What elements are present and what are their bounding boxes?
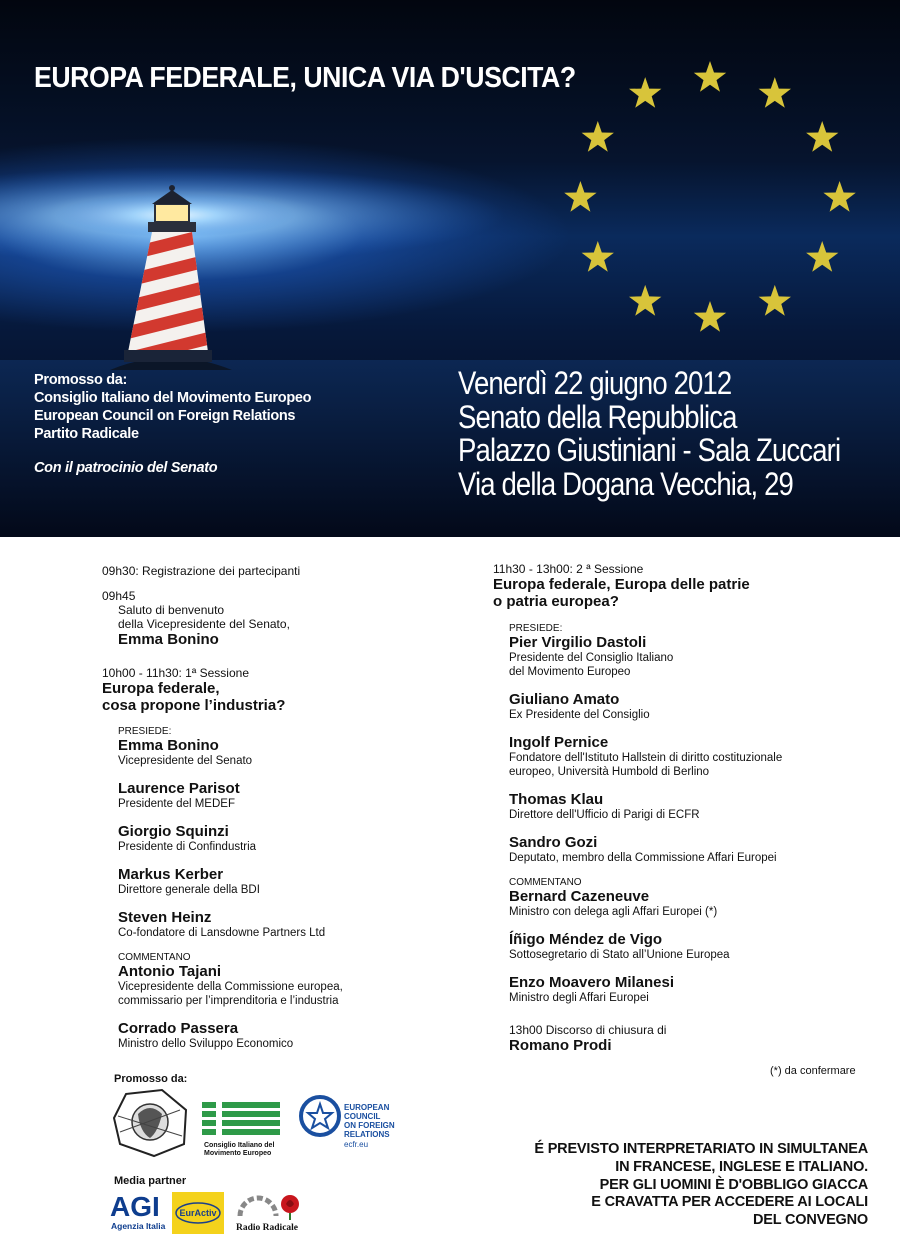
welcome-text: della Vicepresidente del Senato, [118,617,290,631]
promoter-item: European Council on Foreign Relations [34,408,296,424]
event-date: Venerdì 22 giugno 2012 [458,365,732,401]
ecfr-text: RELATIONS [344,1130,390,1139]
notice-line: DEL CONVEGNO [753,1212,868,1229]
speaker-name: Steven Heinz [118,909,212,926]
speaker-role: Vicepresidente della Commissione europea, [118,981,343,993]
ecfr-url: ecfr.eu [344,1140,369,1149]
speaker-role: Ministro con delega agli Affari Europei (*) [509,906,718,918]
media-partner-label: Media partner [114,1175,187,1187]
speaker-entry [509,691,873,722]
speaker-name: Pier Virgilio Dastoli [509,634,647,651]
closing-speaker: Romano Prodi [509,1037,612,1054]
radio-radicale-text: Radio Radicale [236,1223,299,1233]
ecfr-text: COUNCIL [344,1112,381,1121]
session1-time: 10h00 - 11h30: 1ª Sessione [102,666,249,680]
speaker-entry [509,634,873,679]
venue-block [458,367,898,501]
interpretation-notice [498,1141,868,1230]
promoter-logos [110,1088,410,1158]
cime-logo-text: Consiglio Italiano del [204,1142,275,1149]
patronage-text: Con il patrocinio del Senato [34,460,218,476]
chair-label: PRESIEDE: [118,726,172,737]
speaker-role: Ex Presidente del Consiglio [509,709,650,721]
speaker-entry [118,780,432,811]
speaker-name: Enzo Moavero Milanesi [509,974,675,991]
speaker-role: Sottosegretario di Stato all’Unione Europea [509,949,730,961]
speaker-name: Íñigo Méndez de Vigo [509,931,663,948]
speaker-name: Laurence Parisot [118,780,240,797]
ecfr-text: EUROPEAN [344,1103,390,1112]
speaker-entry [509,734,873,779]
media-partner-logos [110,1190,310,1236]
commentators-label: COMMENTANO [118,952,191,963]
speaker-entry [118,963,432,1008]
euractiv-logo-text: EurActiv [179,1208,217,1218]
speaker-name: Corrado Passera [118,1020,239,1037]
ecfr-logo [301,1097,395,1149]
star-icon [694,61,726,92]
hero-banner [0,0,900,537]
speaker-name: Antonio Tajani [118,963,222,980]
welcome-text: Saluto di benvenuto [118,603,225,617]
agi-logo [110,1191,166,1231]
notice-line: É PREVISTO INTERPRETARIATO IN SIMULTANEA [534,1141,868,1157]
star-icon [629,285,661,316]
speaker-name: Ingolf Pernice [509,734,609,751]
promoter-item: Consiglio Italiano del Movimento Europeo [34,390,312,406]
star-icon [564,181,596,212]
star-icon [694,301,726,332]
speaker-role: Presidente di Confindustria [118,841,257,853]
star-icon [823,181,855,212]
star-icon [582,121,614,152]
venue-address: Via della Dogana Vecchia, 29 [458,465,793,502]
ecfr-text: ON FOREIGN [344,1121,395,1130]
promoters-block [34,371,394,476]
speaker-entry [118,737,432,768]
session1-title: Europa federale, [102,680,220,697]
speaker-entry [118,909,432,940]
speaker-entry [509,888,873,919]
star-icon [806,241,838,272]
notice-line: IN FRANCESE, INGLESE E ITALIANO. [615,1158,868,1175]
speaker-role: del Movimento Europeo [509,666,631,678]
program-column-right [493,562,873,1054]
speaker-name: Thomas Klau [509,791,604,808]
speaker-name: Giorgio Squinzi [118,823,229,840]
radio-radicale-logo [236,1195,299,1233]
notice-line: E CRAVATTA PER ACCEDERE AI LOCALI [591,1194,868,1211]
speaker-role: Presidente del Consiglio Italiano [509,652,674,664]
cime-logo [202,1102,280,1157]
session2-title: o patria europea? [493,593,619,610]
closing-text: 13h00 Discorso di chiusura di [509,1023,667,1037]
speaker-role: commissario per l’imprenditoria e l’industria [118,995,339,1007]
speaker-role: europeo, Università Humbold di Berlino [509,766,710,778]
speaker-role: Ministro degli Affari Europei [509,992,649,1004]
program-column-left [102,564,432,1063]
speaker-entry [509,974,873,1005]
welcome-time: 09h45 [102,589,136,603]
agi-logo-text: AGI [110,1191,160,1222]
session1-title: cosa propone l’industria? [102,697,286,714]
speaker-entry [509,791,873,822]
commentators-label: COMMENTANO [509,877,582,888]
footnote: (*) da confermare [770,1065,856,1077]
speaker-name: Bernard Cazeneuve [509,888,650,905]
speaker-role: Fondatore dell'Istituto Hallstein di diritto costituzionale [509,752,783,764]
star-icon [582,241,614,272]
speaker-role: Presidente del MEDEF [118,798,235,810]
speaker-entry [509,834,873,865]
promoted-by-label: Promosso da: [34,372,128,388]
speaker-entry [118,823,432,854]
registration-time: 09h30: Registrazione dei partecipanti [102,564,301,578]
speaker-role: Co-fondatore di Lansdowne Partners Ltd [118,927,326,939]
star-icon [629,77,661,108]
speaker-entry [118,1020,432,1051]
speaker-name: Giuliano Amato [509,691,620,708]
speaker-entry [118,866,432,897]
speaker-role: Direttore dell'Ufficio di Parigi di ECFR [509,809,700,821]
partito-radicale-logo [114,1090,186,1156]
speaker-name: Sandro Gozi [509,834,598,851]
notice-line: PER GLI UOMINI È D'OBBLIGO GIACCA [599,1176,868,1193]
speaker-role: Vicepresidente del Senato [118,755,253,767]
star-icon [759,285,791,316]
welcome-speaker: Emma Bonino [118,631,219,648]
session2-title: Europa federale, Europa delle patrie [493,576,750,593]
footer-promoted-label: Promosso da: [114,1073,188,1085]
speaker-entry [509,931,873,962]
venue-room: Palazzo Giustiniani - Sala Zuccari [458,432,841,468]
promoter-item: Partito Radicale [34,426,139,442]
speaker-name: Emma Bonino [118,737,219,754]
chair-label: PRESIEDE: [509,623,563,634]
speaker-role: Deputato, membro della Commissione Affari Europei [509,852,777,864]
session2-time: 11h30 - 13h00: 2 ª Sessione [493,562,644,576]
star-icon [759,77,791,108]
speaker-role: Ministro dello Sviluppo Economico [118,1038,294,1050]
cime-logo-text: Movimento Europeo [204,1150,272,1157]
agi-logo-sub: Agenzia Italia [111,1221,166,1231]
star-icon [806,121,838,152]
page-title: EUROPA FEDERALE, UNICA VIA D'USCITA? [34,62,576,94]
speaker-name: Markus Kerber [118,866,224,883]
speaker-role: Direttore generale della BDI [118,884,260,896]
venue-name: Senato della Repubblica [458,398,737,435]
euractiv-logo [172,1192,224,1234]
